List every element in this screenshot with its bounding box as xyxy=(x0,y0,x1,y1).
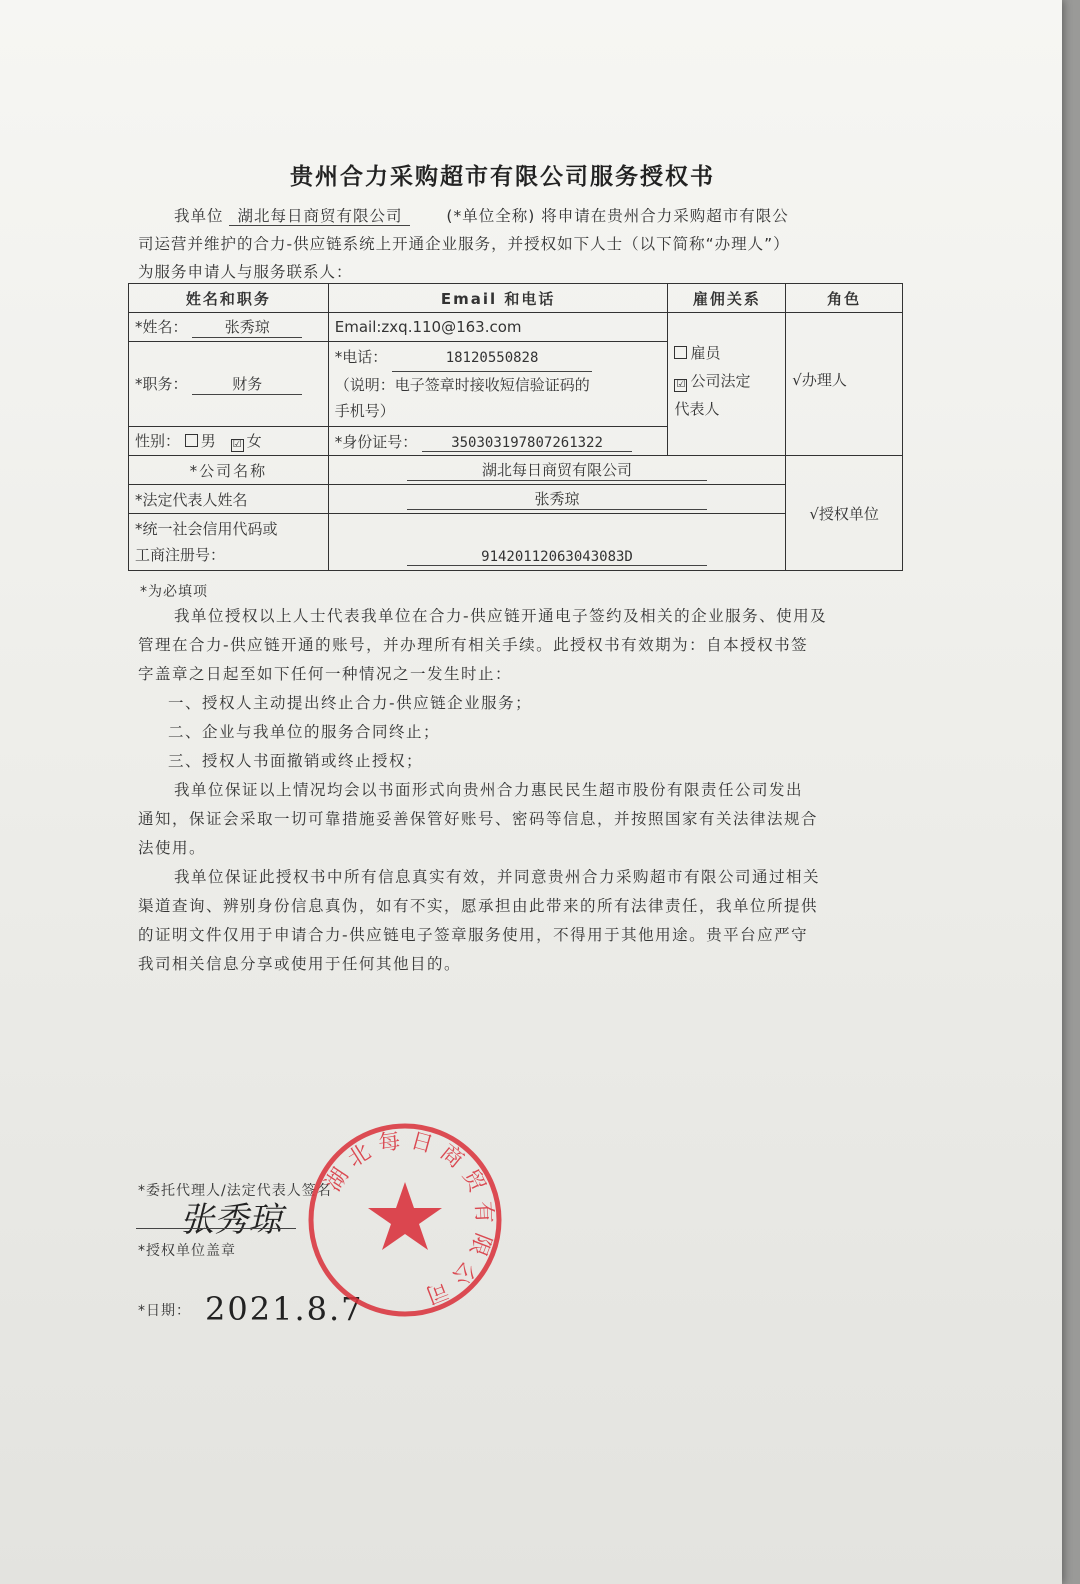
company-label: *公司名称 xyxy=(129,456,329,485)
intro-line-3: 为服务申请人与服务联系人： xyxy=(138,263,353,281)
table-row xyxy=(129,456,903,485)
phone-value: 18120550828 xyxy=(392,345,592,372)
gender-cell xyxy=(129,427,329,456)
body-line: 字盖章之日起至如下任何一种情况之一发生时止： xyxy=(138,665,513,683)
body-line: 我单位授权以上人士代表我单位在合力-供应链开通电子签约及相关的企业服务、使用及 xyxy=(174,607,828,625)
agent-sign-label: *委托代理人/法定代表人签名 xyxy=(138,1183,332,1199)
phone-label: *电话： xyxy=(334,348,388,366)
email-cell: Email:zxq.110@163.com xyxy=(328,313,668,342)
gender-label: 性别： xyxy=(135,432,181,450)
intro-line-1 xyxy=(174,204,789,226)
table-header-row xyxy=(129,284,903,313)
table-row xyxy=(129,313,903,342)
body-line: 法使用。 xyxy=(138,839,207,857)
header-email-phone: Email 和电话 xyxy=(328,284,668,313)
checkbox-icon xyxy=(185,434,198,447)
body-line: 三、授权人书面撤销或终止授权； xyxy=(168,752,424,770)
checkbox-checked-icon: ☑ xyxy=(231,439,244,452)
phone-line xyxy=(335,344,662,372)
checkbox-icon xyxy=(674,346,687,359)
handwritten-signature: 张秀琼 xyxy=(180,1200,282,1240)
body-line: 通知，保证会采取一切可靠措施妥善保管好账号、密码等信息，并按照国家有关法律法规合 xyxy=(138,810,819,828)
intro-fill-hint: (*单位全称) xyxy=(446,207,536,225)
document-title: 贵州合力采购超市有限公司服务授权书 xyxy=(290,164,715,190)
body-text xyxy=(138,602,827,979)
post-label: *职务： xyxy=(135,375,188,393)
body-line: 一、授权人主动提出终止合力-供应链企业服务； xyxy=(168,694,533,712)
credit-label-2: 工商注册号： xyxy=(135,546,226,564)
authorization-table xyxy=(128,283,903,571)
seal-star-icon xyxy=(368,1182,442,1250)
body-line: 我单位保证此授权书中所有信息真实有效，并同意贵州合力采购超市有限公司通过相关 xyxy=(174,868,821,886)
intro-prefix: 我单位 xyxy=(174,207,224,225)
body-line: 我单位保证以上情况均会以书面形式向贵州合力惠民民生超市股份有限责任公司发出 xyxy=(174,781,804,799)
role-agent-cell: √办理人 xyxy=(786,313,903,456)
handwritten-date: 2021.8.7 xyxy=(205,1290,364,1328)
header-name-role: 姓名和职务 xyxy=(129,284,329,313)
relation-employee-option xyxy=(674,339,779,367)
required-note: *为必填项 xyxy=(140,584,208,600)
header-relation: 雇佣关系 xyxy=(668,284,786,313)
post-cell xyxy=(129,342,329,427)
credit-label-1: *统一社会信用代码或 xyxy=(135,520,278,538)
relation-legal-option xyxy=(674,367,779,395)
body-line: 的证明文件仅用于申请合力-供应链电子签章服务使用，不得用于其他用途。贵平台应严守 xyxy=(138,926,809,944)
role-unit-cell: √授权单位 xyxy=(786,456,903,571)
intro-line1-rest: 将申请在贵州合力采购超市有限公 xyxy=(541,207,789,225)
relation-cell xyxy=(668,313,786,456)
seal-label: *授权单位盖章 xyxy=(138,1243,236,1259)
relation-legal-label-2: 代表人 xyxy=(674,400,720,418)
header-role: 角色 xyxy=(786,284,903,313)
intro-line-2: 司运营并维护的合力-供应链系统上开通企业服务，并授权如下人士（以下简称“办理人”） xyxy=(138,235,790,253)
name-cell xyxy=(129,313,329,342)
company-seal-stamp xyxy=(305,1120,505,1320)
idcard-cell xyxy=(328,427,668,456)
signature-line xyxy=(136,1228,296,1229)
date-label: *日期： xyxy=(138,1303,191,1319)
idcard-label: *身份证号： xyxy=(334,432,418,451)
phone-cell xyxy=(328,342,668,427)
idcard-value: 350303197807261322 xyxy=(422,435,632,452)
seal-text: 湖北每日商贸有限公司 xyxy=(320,1127,497,1311)
relation-employee-label: 雇员 xyxy=(690,344,721,362)
body-line: 渠道查询、辨别身份信息真伪，如有不实，愿承担由此带来的所有法律责任，我单位所提供 xyxy=(138,897,819,915)
name-label: *姓名： xyxy=(135,318,188,336)
intro-company-fill: 湖北每日商贸有限公司 xyxy=(229,207,410,226)
checkbox-checked-icon: ☑ xyxy=(674,379,687,392)
body-line: 管理在合力-供应链开通的账号，并办理所有相关手续。此授权书有效期为：自本授权书签 xyxy=(138,636,809,654)
credit-label-cell xyxy=(129,514,329,571)
relation-legal-label-1: 公司法定 xyxy=(690,372,751,390)
phone-note-1: （说明：电子签章时接收短信验证码的 xyxy=(334,376,590,394)
gender-female: 女 xyxy=(246,432,262,450)
credit-value: 91420112063043083D xyxy=(407,549,707,566)
legal-value: 张秀琼 xyxy=(407,488,707,510)
legal-label: *法定代表人姓名 xyxy=(129,485,329,514)
gender-male: 男 xyxy=(200,432,216,450)
body-line: 我司相关信息分享或使用于任何其他目的。 xyxy=(138,955,462,973)
phone-note-2: 手机号） xyxy=(334,402,395,420)
company-value: 湖北每日商贸有限公司 xyxy=(407,459,707,481)
body-line: 二、企业与我单位的服务合同终止； xyxy=(168,723,441,741)
name-value: 张秀琼 xyxy=(192,316,302,338)
credit-cell xyxy=(328,514,786,571)
company-cell xyxy=(328,456,786,485)
post-value: 财务 xyxy=(192,373,302,395)
legal-cell xyxy=(328,485,786,514)
